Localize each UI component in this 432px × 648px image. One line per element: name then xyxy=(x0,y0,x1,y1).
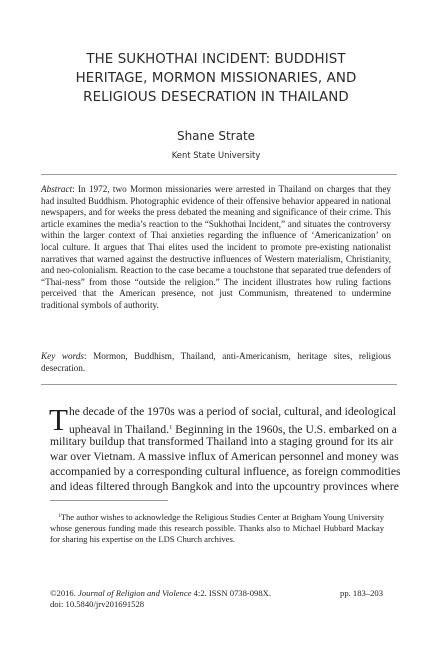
body-line: and ideas filtered through Bangkok and into the upcountry provinces where xyxy=(50,481,399,493)
body-line-part: Beginning in the 1960s, the U.S. embarked on a xyxy=(172,424,397,436)
article-title xyxy=(50,50,382,108)
copyright: ©2016. xyxy=(50,588,76,598)
issue-issn: 4:2. ISSN 0738-098X. xyxy=(193,588,271,598)
footnote-marker: 1 xyxy=(58,513,61,519)
body-line-part: upheaval in Thailand. xyxy=(68,424,170,436)
footnote-reference[interactable]: 1 xyxy=(169,424,173,431)
body-line: military buildup that transformed Thailand into a staging ground for its air xyxy=(50,436,394,448)
keywords-block xyxy=(41,351,391,374)
body-line: accompanied by a corresponding cultural influence, as foreign commodities xyxy=(50,466,401,478)
body-line: war over Vietnam. A massive influx of American personnel and money was xyxy=(50,451,399,463)
body-paragraph xyxy=(49,402,401,495)
doi[interactable]: doi: 10.5840/jrv201691528 xyxy=(50,598,145,609)
citation-footer xyxy=(50,588,271,609)
title-line-2: HERITAGE, MORMON MISSIONARIES, AND xyxy=(75,71,357,87)
drop-cap: T xyxy=(49,402,68,437)
abstract-block xyxy=(41,184,391,312)
abstract-label: Abstract xyxy=(41,184,73,194)
journal-name: Journal of Religion and Violence xyxy=(78,588,192,598)
abstract-top-rule xyxy=(41,174,397,175)
footnote xyxy=(50,511,384,545)
body-line xyxy=(50,420,397,436)
citation-line xyxy=(50,588,271,599)
author-affiliation: Kent State University xyxy=(171,150,261,160)
author-name: Shane Strate xyxy=(176,129,256,143)
title-line-1: THE SUKHOTHAI INCIDENT: BUDDHIST xyxy=(86,52,346,67)
footnote-rule xyxy=(50,500,168,501)
body-line: he decade of the 1970s was a period of social, cultural, and ideological xyxy=(68,406,396,418)
title-line-3: RELIGIOUS DESECRATION IN THAILAND xyxy=(83,90,349,106)
footnote-text: The author wishes to acknowledge the Religious Studies Center at Brigham Young University whose generous funding made this research possible. Thanks also to Michael Hubbard Mackay for sharing his expertise on the LDS Church archives. xyxy=(50,512,384,544)
abstract-bottom-rule xyxy=(41,384,397,385)
page-range: pp. 183–203 xyxy=(340,588,383,598)
keywords-text: : Mormon, Buddhism, Thailand, anti-Americanism, heritage sites, religious desecration. xyxy=(41,351,391,373)
keywords-label: Key words xyxy=(41,351,84,361)
abstract-text: : In 1972, two Mormon missionaries were arrested in Thailand on charges that they had insulted Buddhism. Photographic evidence of their offensive behavior appeared in national newspapers, and for weeks the press debated the meaning and significance of their crime. This article examines the media’s reaction to the “Sukhothai Incident,” and situates the controversy within the larger context of Thai anxieties regarding the influence of ‘Americanization’ on local culture. It argues that Thai elites used the incident to promote pre-existing nationalist narratives that warned against the destructive influences of Western materialism, Christianity, and neo-colonialism. Reaction to the case became a touchstone that separated true defenders of “Thai-ness” from those “outside the religion.” The incident illustrates how ruling factions perceived that the American presence, not just Communism, threatened to undermine traditional symbols of authority. xyxy=(41,184,391,310)
